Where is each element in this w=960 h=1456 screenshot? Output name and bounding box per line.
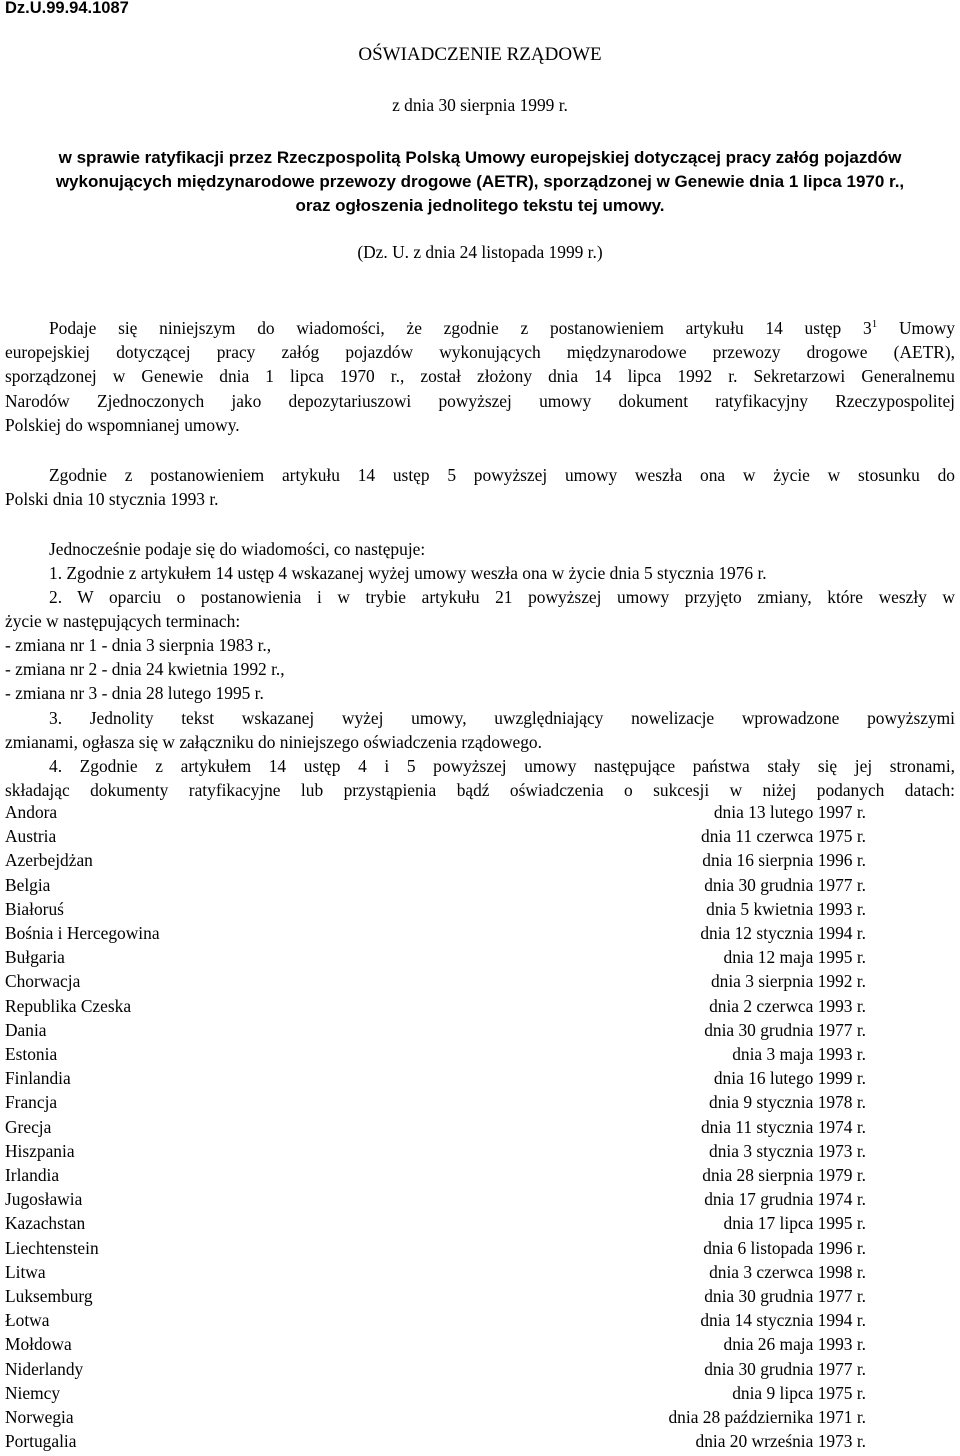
paragraph-line (5, 316, 955, 340)
country-name: Austria (5, 826, 57, 846)
country-name: Dania (5, 1020, 47, 1040)
list-item: składając dokumenty ratyfikacyjne lub przystąpienia bądź oświadczenia o sukcesji w niżej podanych datach: (5, 780, 955, 800)
country-date: dnia 16 sierpnia 1996 r. (702, 850, 866, 870)
document-subject (0, 146, 960, 218)
paragraph-line: Zgodnie z postanowieniem artykułu 14 ustęp 5 powyższej umowy weszła ona w życie w stosunku do (49, 465, 955, 485)
country-date: dnia 30 grudnia 1977 r. (704, 1286, 866, 1306)
paragraph-line: Jednocześnie podaje się do wiadomości, co następuje: (49, 539, 426, 559)
country-name: Jugosławia (5, 1189, 83, 1209)
paragraph-text: Podaje się niniejszym do wiadomości, że zgodnie z postanowieniem artykułu 14 ustęp 3 (49, 318, 872, 338)
paragraph-line: Polski dnia 10 stycznia 1993 r. (5, 489, 219, 509)
country-date: dnia 11 czerwca 1975 r. (701, 826, 866, 846)
country-date: dnia 3 czerwca 1998 r. (709, 1262, 866, 1282)
country-name: Chorwacja (5, 971, 81, 991)
country-name: Kazachstan (5, 1213, 86, 1233)
country-date: dnia 11 stycznia 1974 r. (700, 1117, 866, 1137)
country-date: dnia 14 stycznia 1994 r. (700, 1310, 866, 1330)
country-name: Hiszpania (5, 1141, 75, 1161)
country-name: Bośnia i Hercegowina (5, 923, 160, 943)
country-name: Białoruś (5, 899, 64, 919)
country-name: Estonia (5, 1044, 58, 1064)
amendment-item: - zmiana nr 2 - dnia 24 kwietnia 1992 r., (5, 659, 285, 679)
country-name: Liechtenstein (5, 1238, 99, 1258)
subject-line: wykonujących międzynarodowe przewozy drogowe (AETR), sporządzonej w Genewie dnia 1 lipca 1970 r., (55, 172, 905, 191)
country-date: dnia 6 listopada 1996 r. (703, 1238, 866, 1258)
country-date: dnia 30 grudnia 1977 r. (704, 1020, 866, 1040)
country-date: dnia 17 grudnia 1974 r. (704, 1189, 866, 1209)
document-date: z dnia 30 sierpnia 1999 r. (392, 95, 568, 115)
list-item: zmianami, ogłasza się w załączniku do niniejszego oświadczenia rządowego. (5, 732, 542, 752)
paragraph-line: europejskiej dotyczącej pracy załóg pojazdów wykonujących międzynarodowe przewozy drogowe (AETR), (5, 342, 955, 362)
country-name: Portugalia (5, 1431, 77, 1451)
country-date: dnia 16 lutego 1999 r. (713, 1068, 866, 1088)
subject-line: w sprawie ratyfikacji przez Rzeczpospolitą Polską Umowy europejskiej dotyczącej pracy załóg pojazdów (58, 148, 902, 167)
country-name: Litwa (5, 1262, 46, 1282)
country-name: Francja (5, 1092, 58, 1112)
country-date: dnia 28 sierpnia 1979 r. (702, 1165, 866, 1185)
country-name: Azerbejdżan (5, 850, 93, 870)
country-date: dnia 26 maja 1993 r. (723, 1334, 866, 1354)
country-name: Norwegia (5, 1407, 74, 1427)
country-date: dnia 12 stycznia 1994 r. (700, 923, 866, 943)
country-name: Bułgaria (5, 947, 65, 967)
paragraph-text: Umowy (898, 318, 955, 338)
footnote-superscript: 1 (871, 318, 878, 330)
country-date: dnia 5 kwietnia 1993 r. (706, 899, 866, 919)
country-date: dnia 2 czerwca 1993 r. (709, 996, 866, 1016)
country-name: Andora (5, 802, 58, 822)
country-name: Irlandia (5, 1165, 60, 1185)
country-date: dnia 3 stycznia 1973 r. (709, 1141, 866, 1161)
amendment-item: - zmiana nr 1 - dnia 3 sierpnia 1983 r., (5, 635, 272, 655)
amendment-item: - zmiana nr 3 - dnia 28 lutego 1995 r. (5, 683, 264, 703)
country-date: dnia 3 maja 1993 r. (732, 1044, 866, 1064)
document-reference: Dz.U.99.94.1087 (5, 0, 129, 17)
paragraph-line: sporządzonej w Genewie dnia 1 lipca 1970 r., został złożony dnia 14 lipca 1992 r. Sekretarzowi Generalnemu (5, 366, 955, 386)
country-date: dnia 30 grudnia 1977 r. (704, 875, 866, 895)
country-name: Łotwa (5, 1310, 50, 1330)
country-date: dnia 17 lipca 1995 r. (723, 1213, 866, 1233)
paragraph-line: Narodów Zjednoczonych jako depozytariuszowi powyższej umowy dokument ratyfikacyjny Rzeczypospolitej (5, 391, 955, 411)
country-name: Finlandia (5, 1068, 71, 1088)
paragraph-line: Polskiej do wspomnianej umowy. (5, 415, 240, 435)
country-date: dnia 30 grudnia 1977 r. (704, 1359, 866, 1379)
country-name: Grecja (5, 1117, 52, 1137)
country-name: Republika Czeska (5, 996, 132, 1016)
country-date: dnia 12 maja 1995 r. (723, 947, 866, 967)
country-date: dnia 9 stycznia 1978 r. (709, 1092, 866, 1112)
country-date: dnia 3 sierpnia 1992 r. (710, 971, 866, 991)
country-name: Niderlandy (5, 1359, 84, 1379)
country-date: dnia 9 lipca 1975 r. (732, 1383, 866, 1403)
list-item: życie w następujących terminach: (5, 611, 241, 631)
document-title: OŚWIADCZENIE RZĄDOWE (358, 44, 602, 65)
journal-reference: (Dz. U. z dnia 24 listopada 1999 r.) (357, 242, 603, 262)
country-date: dnia 20 września 1973 r. (695, 1431, 866, 1451)
country-date: dnia 28 października 1971 r. (668, 1407, 866, 1427)
country-name: Belgia (5, 875, 51, 895)
country-name: Niemcy (5, 1383, 61, 1403)
country-name: Luksemburg (5, 1286, 93, 1306)
country-name: Mołdowa (5, 1334, 72, 1354)
list-item: 3. Jednolity tekst wskazanej wyżej umowy, uwzględniający nowelizacje wprowadzone powyższymi (49, 708, 955, 728)
country-date: dnia 13 lutego 1997 r. (713, 802, 866, 822)
list-item: 2. W oparciu o postanowienia i w trybie artykułu 21 powyższej umowy przyjęto zmiany, które weszły w (49, 587, 955, 607)
list-item: 4. Zgodnie z artykułem 14 ustęp 4 i 5 powyższej umowy następujące państwa stały się jej stronami, (49, 756, 955, 776)
subject-line: oraz ogłoszenia jednolitego tekstu tej umowy. (295, 196, 665, 215)
list-item: 1. Zgodnie z artykułem 14 ustęp 4 wskazanej wyżej umowy weszła ona w życie dnia 5 stycznia 1976 r. (49, 563, 767, 583)
